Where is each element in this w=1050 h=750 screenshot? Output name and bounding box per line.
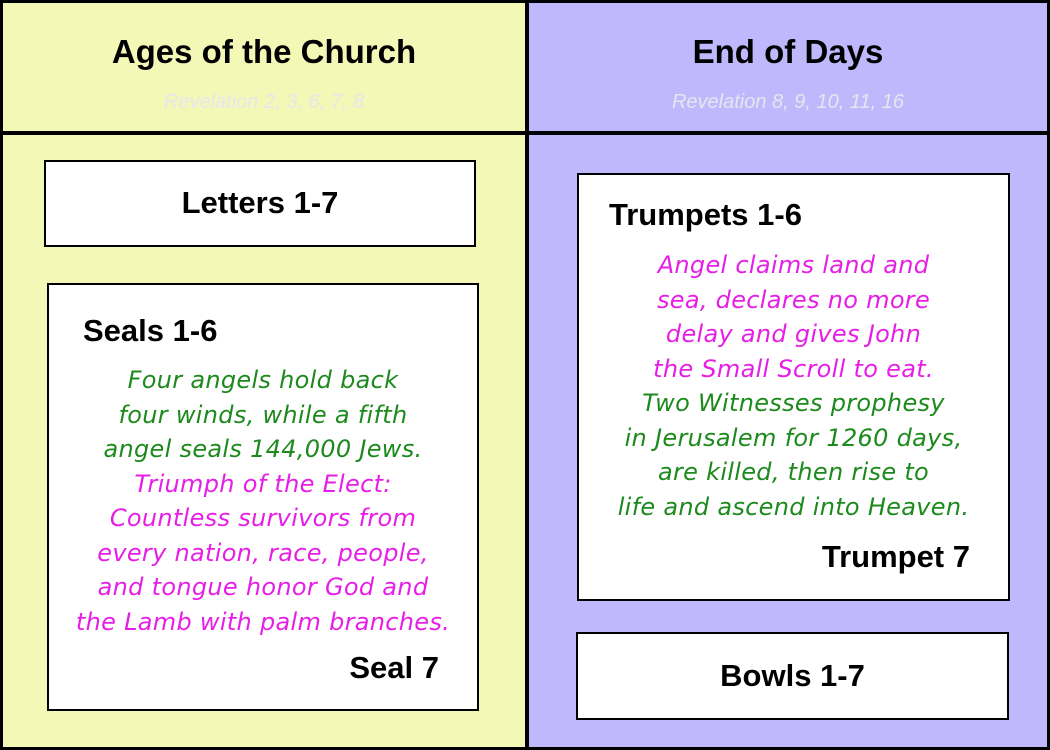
witnesses-text-line: in Jerusalem for 1260 days, (624, 423, 963, 452)
ages-of-church-panel (3, 135, 525, 747)
angel-text-line: delay and gives John (665, 320, 922, 348)
witnesses-text-line: Two Witnesses prophesy (642, 389, 945, 417)
bowls-title: Bowls 1-7 (720, 658, 865, 693)
letters-title: Letters 1-7 (181, 185, 339, 220)
trumpets-description (579, 248, 1008, 524)
seals-text-line: four winds, while a fifth (118, 400, 408, 429)
triumph-text-line: the Lamb with palm branches. (75, 607, 451, 636)
witnesses-text-line: life and ascend into Heaven. (617, 492, 970, 521)
trumpets-box (577, 173, 1010, 601)
trumpets-title: Trumpets 1-6 (609, 197, 802, 232)
ages-of-church-title: Ages of the Church (111, 33, 417, 70)
ages-of-church-header (3, 3, 525, 131)
seals-text-line: Four angels hold back (127, 366, 399, 394)
seals-box (47, 283, 479, 711)
end-of-days-panel (529, 135, 1047, 747)
witnesses-text-line: are killed, then rise to (657, 458, 930, 486)
seals-description (49, 363, 477, 639)
seals-text-line: angel seals 144,000 Jews. (103, 435, 423, 463)
angel-text-line: the Small Scroll to eat. (653, 354, 934, 383)
triumph-text-line: Countless survivors from (109, 504, 417, 532)
bowls-box (576, 632, 1009, 720)
triumph-text-line: every nation, race, people, (97, 538, 429, 567)
trumpet-7-label: Trumpet 7 (821, 539, 970, 574)
end-of-days-reference: Revelation 8, 9, 10, 11, 16 (671, 91, 904, 113)
end-of-days-header (529, 3, 1047, 131)
end-of-days-title: End of Days (692, 33, 884, 70)
seals-title: Seals 1-6 (83, 313, 218, 348)
seal-7-label: Seal 7 (349, 650, 439, 685)
triumph-text-line: and tongue honor God and (97, 573, 429, 601)
angel-text-line: Angel claims land and (657, 251, 930, 279)
ages-of-church-reference: Revelation 2, 3, 6, 7, 8 (163, 91, 365, 113)
angel-text-line: sea, declares no more (656, 285, 931, 314)
triumph-text-line: Triumph of the Elect: (134, 469, 392, 498)
letters-box (44, 160, 476, 247)
